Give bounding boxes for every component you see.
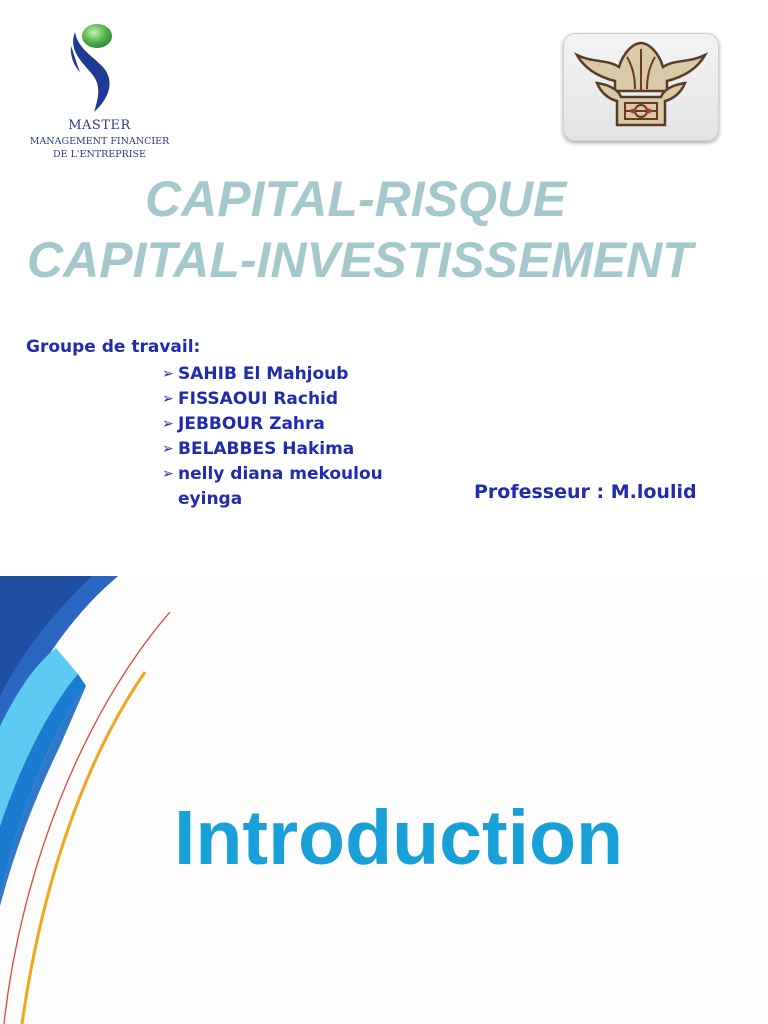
professor-label: Professeur : M.loulid xyxy=(474,481,697,503)
arrow-bullet-icon: ➢ xyxy=(162,466,174,482)
list-item: ➢ BELABBES Hakima xyxy=(162,437,418,462)
list-item: ➢ FISSAOUI Rachid xyxy=(162,387,418,412)
logo-line-program: MANAGEMENT FINANCIER xyxy=(29,136,170,147)
list-item: ➢ nelly diana mekoulou eyinga xyxy=(162,464,383,509)
group-label: Groupe de travail: xyxy=(26,337,201,357)
list-item: ➢ JEBBOUR Zahra xyxy=(162,412,418,437)
introduction-heading: Introduction xyxy=(174,795,624,881)
master-emblem-icon xyxy=(60,22,140,117)
title-capital-investissement: CAPITAL-INVESTISSEMENT xyxy=(27,232,693,288)
arrow-bullet-icon: ➢ xyxy=(162,391,174,407)
university-emblem xyxy=(563,33,719,141)
arrow-bullet-icon: ➢ xyxy=(162,416,174,432)
title-capital-risque: CAPITAL-RISQUE xyxy=(145,171,567,227)
university-emblem-icon xyxy=(563,33,719,141)
logo-line-master: MASTER xyxy=(68,118,131,133)
logo-line-enterprise: DE L'ENTREPRISE xyxy=(53,149,146,160)
members-list xyxy=(162,362,418,512)
introduction-slide xyxy=(0,576,768,1024)
list-item: ➢ SAHIB El Mahjoub xyxy=(162,362,418,387)
arrow-bullet-icon: ➢ xyxy=(162,366,174,382)
master-logo xyxy=(22,22,177,167)
arrow-bullet-icon: ➢ xyxy=(162,441,174,457)
